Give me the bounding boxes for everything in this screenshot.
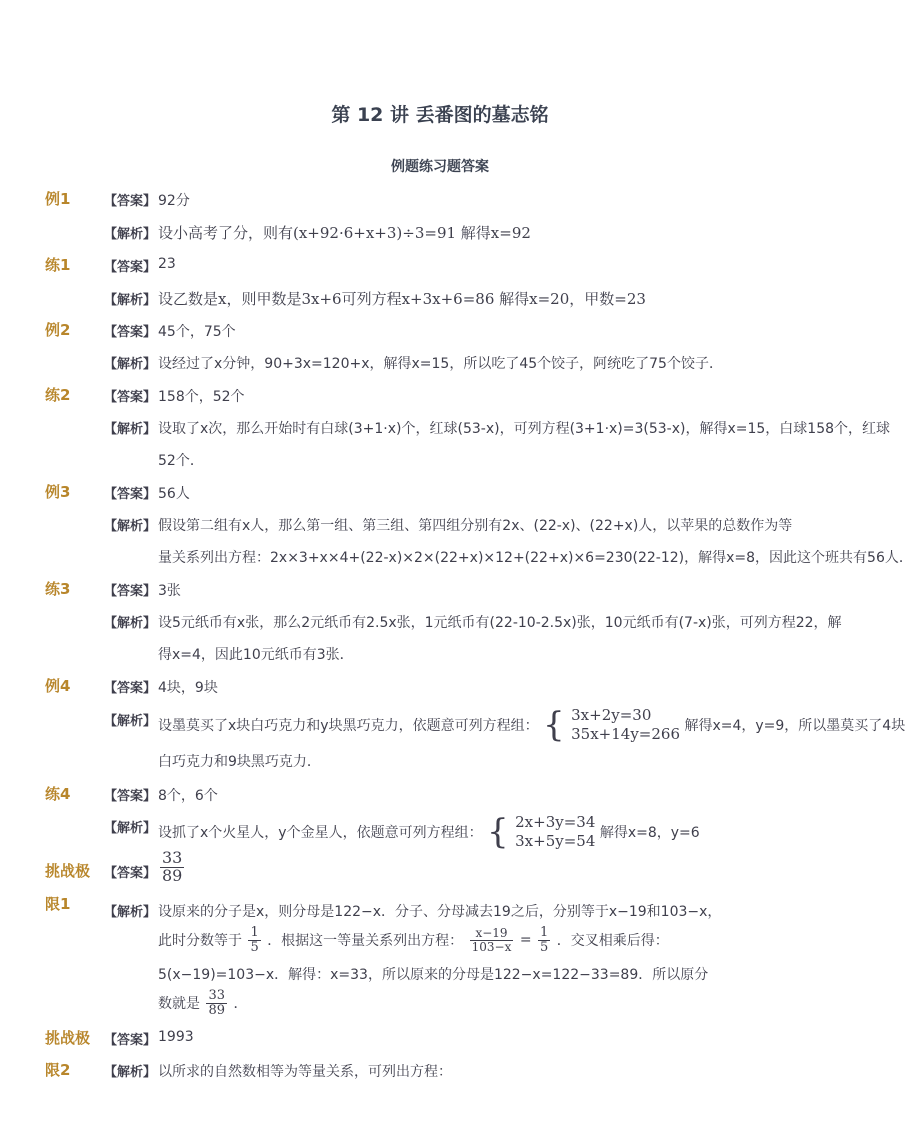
- item-label: 例1: [45, 190, 71, 208]
- answer-text: 45个，75个: [158, 324, 236, 340]
- analysis-text: 得x=4，因此10元纸币有3张．: [158, 647, 354, 663]
- item-label: 例2: [45, 321, 71, 339]
- analysis-tag: 【解析】: [104, 357, 157, 372]
- denominator: 103−x: [471, 939, 512, 954]
- fraction: [160, 850, 184, 885]
- answer-text: 3张: [158, 583, 181, 599]
- analysis-text: 设乙数是x，则甲数是3x+6可列方程x+3x+6=86 解得x=20，甲数=23: [158, 290, 646, 308]
- answer-tag: 【答案】: [104, 325, 157, 340]
- analysis-text: 此时分数等于: [158, 933, 242, 950]
- analysis-text: 解得x=4，y=9，所以墨莫买了4块: [684, 718, 906, 734]
- numerator: 1: [250, 925, 259, 940]
- answer-tag: 【答案】: [104, 866, 157, 881]
- page-title: 第 12 讲 丢番图的墓志铭: [331, 104, 549, 126]
- brace-icon: {: [487, 812, 509, 852]
- analysis-text: 5(x−19)=103−x．解得：x=33，所以原来的分母是122−x=122−33=89．所以原分: [158, 967, 709, 983]
- answer-text: 92分: [158, 193, 190, 209]
- analysis-tag: 【解析】: [104, 616, 157, 631]
- fraction: [206, 989, 227, 1017]
- item-label: 限1: [45, 895, 71, 913]
- numerator: x−19: [470, 927, 514, 941]
- analysis-line-fractions: 此时分数等于 $\frac{1}{5}$ ．根据这一等量关系列出方程： $\frac{x-19}{103-x}$ = $\frac{1}{5}$ ．交叉相乘后得：: [158, 925, 669, 955]
- analysis-text: 52个．: [158, 453, 204, 469]
- answer-text: 158个，52个: [158, 389, 245, 405]
- denominator: 5: [250, 939, 259, 955]
- numerator: 1: [540, 925, 549, 940]
- analysis-text: ．交叉相乘后得：: [556, 933, 669, 950]
- page-subtitle: 例题练习题答案: [391, 159, 489, 175]
- analysis-text: 白巧克力和9块黑巧克力．: [158, 754, 321, 770]
- analysis-text: 数就是: [158, 996, 200, 1013]
- analysis-tag: 【解析】: [104, 714, 157, 729]
- analysis-tag: 【解析】: [104, 293, 157, 308]
- analysis-line-fractions: 数就是 $\frac{33}{89}$ ．: [158, 988, 248, 1018]
- answer-fraction: [158, 850, 712, 894]
- numerator: 33: [208, 988, 225, 1003]
- equation: 35x+14y=266: [571, 725, 680, 743]
- analysis-text: ．根据这一等量关系列出方程：: [267, 933, 464, 950]
- answer-tag: 【答案】: [104, 487, 157, 502]
- fraction: [248, 926, 260, 954]
- equation: 2x+3y=34: [515, 813, 596, 831]
- answer-tag: 【答案】: [104, 260, 157, 275]
- answer-tag: 【答案】: [104, 194, 157, 209]
- analysis-text: 设5元纸币有x张，那么2元纸币有2.5x张，1元纸币有(22-10-2.5x)张，10元纸币有(7-x)张，可列方程22，解: [158, 615, 842, 631]
- item-label: 练2: [45, 386, 71, 404]
- answer-tag: 【答案】: [104, 584, 157, 599]
- item-label: 限2: [45, 1061, 71, 1079]
- answer-text: 4块，9块: [158, 680, 218, 696]
- analysis-text: 设经过了x分钟，90+3x=120+x，解得x=15，所以吃了45个饺子，阿统吃了75个饺子．: [158, 356, 723, 372]
- analysis-text: 解得x=8，y=6: [599, 825, 700, 841]
- analysis-text: 设取了x次，那么开始时有白球(3+1·x)个，红球(53-x)，可列方程(3+1·x)=3(53-x)，解得x=15，白球158个，红球: [158, 421, 891, 437]
- analysis-tag: 【解析】: [104, 821, 157, 836]
- equation-system: [515, 813, 595, 851]
- analysis-tag: 【解析】: [104, 1065, 157, 1080]
- item-label: 挑战极: [45, 862, 91, 880]
- analysis-text: 设原来的分子是x，则分母是122−x．分子、分母减去19之后，分别等于x−19和103−x，: [158, 904, 722, 920]
- brace-icon: {: [543, 705, 565, 745]
- answer-text: 56人: [158, 486, 190, 502]
- denominator: 89: [162, 865, 183, 885]
- analysis-tag: 【解析】: [104, 227, 157, 242]
- denominator: 5: [540, 939, 549, 955]
- equation: 3x+5y=54: [515, 832, 596, 850]
- answer-text: 8个，6个: [158, 788, 218, 804]
- numerator: 33: [162, 848, 183, 867]
- item-label: 练3: [45, 580, 71, 598]
- analysis-text: 设墨莫买了x块白巧克力和y块黑巧克力，依题意可列方程组：: [158, 718, 539, 734]
- analysis-text: 设抓了x个火星人，y个金星人，依题意可列方程组：: [158, 825, 483, 841]
- analysis-tag: 【解析】: [104, 519, 157, 534]
- equation-system: [571, 706, 680, 744]
- analysis-text: 假设第二组有x人，那么第一组、第三组、第四组分别有2x、(22-x)、(22+x)人，以苹果的总数作为等: [158, 518, 793, 534]
- analysis-line-with-system: [158, 705, 906, 752]
- analysis-tag: 【解析】: [104, 905, 157, 920]
- answer-text: 23: [158, 256, 176, 272]
- answer-tag: 【答案】: [104, 390, 157, 405]
- analysis-text: 设小高考了分，则有(x+92·6+x+3)÷3=91 解得x=92: [158, 224, 531, 242]
- answer-text: 1993: [158, 1029, 194, 1045]
- analysis-text: 以所求的自然数相等为等量关系，可列出方程：: [158, 1064, 452, 1080]
- answer-tag: 【答案】: [104, 1033, 157, 1048]
- item-label: 练4: [45, 785, 71, 803]
- item-label: 挑战极: [45, 1029, 91, 1047]
- fraction: [470, 927, 514, 953]
- answer-tag: 【答案】: [104, 789, 157, 804]
- item-label: 例4: [45, 677, 71, 695]
- equation: 3x+2y=30: [571, 706, 652, 724]
- denominator: 89: [208, 1002, 225, 1018]
- analysis-tag: 【解析】: [104, 422, 157, 437]
- item-label: 例3: [45, 483, 71, 501]
- analysis-text: 量关系列出方程：2x×3+x×4+(22-x)×2×(22+x)×12+(22+x)×6=230(22-12)，解得x=8，因此这个班共有56人．: [158, 550, 913, 566]
- item-label: 练1: [45, 256, 71, 274]
- answer-tag: 【答案】: [104, 681, 157, 696]
- fraction: [538, 926, 550, 954]
